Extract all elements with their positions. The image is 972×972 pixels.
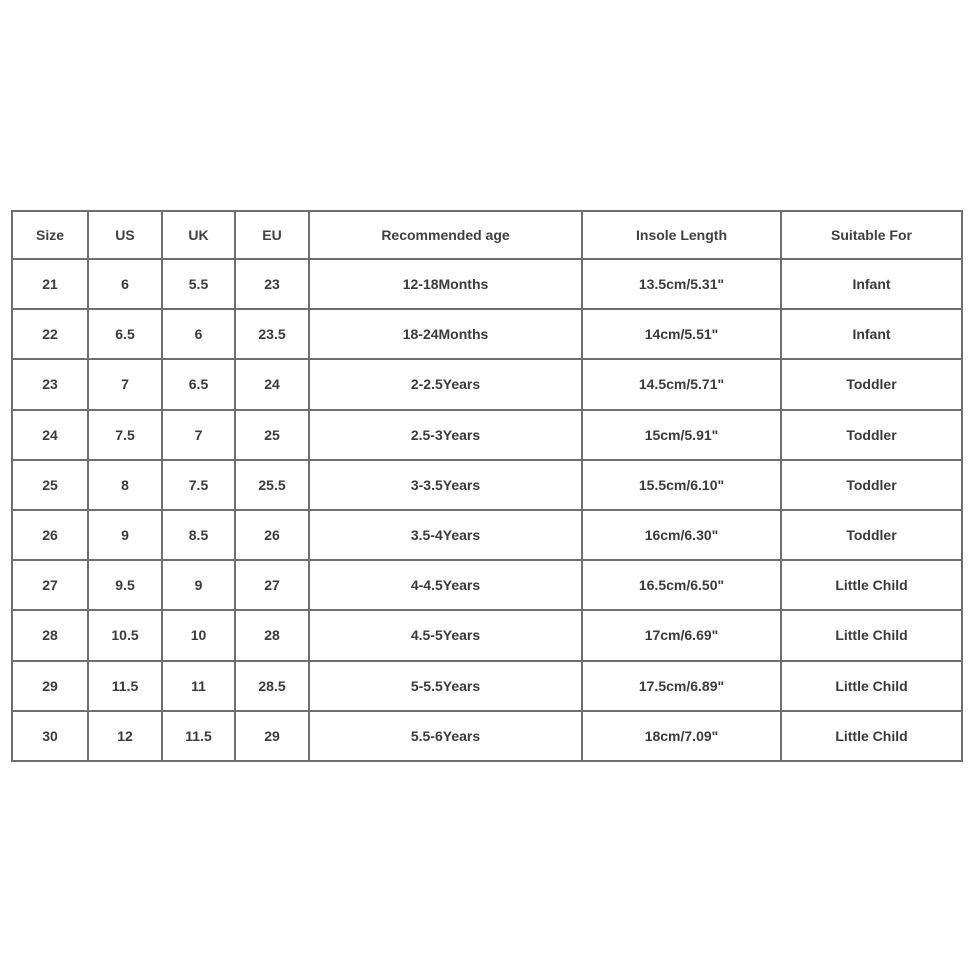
cell-us: 8 xyxy=(88,460,162,510)
cell-insole-length: 15cm/5.91" xyxy=(582,410,781,460)
header-recommended-age: Recommended age xyxy=(309,211,582,259)
cell-size: 30 xyxy=(12,711,88,761)
table-row xyxy=(12,410,962,460)
cell-us: 9.5 xyxy=(88,560,162,610)
table-row xyxy=(12,460,962,510)
cell-recommended-age: 5.5-6Years xyxy=(309,711,582,761)
cell-uk: 7.5 xyxy=(162,460,235,510)
cell-uk: 6.5 xyxy=(162,359,235,409)
cell-suitable-for: Little Child xyxy=(781,711,962,761)
header-row xyxy=(12,211,962,259)
cell-insole-length: 14.5cm/5.71" xyxy=(582,359,781,409)
table-row xyxy=(12,711,962,761)
cell-uk: 5.5 xyxy=(162,259,235,309)
table-row xyxy=(12,610,962,660)
cell-eu: 25 xyxy=(235,410,309,460)
cell-eu: 25.5 xyxy=(235,460,309,510)
cell-recommended-age: 5-5.5Years xyxy=(309,661,582,711)
cell-size: 24 xyxy=(12,410,88,460)
cell-recommended-age: 3-3.5Years xyxy=(309,460,582,510)
cell-uk: 11.5 xyxy=(162,711,235,761)
cell-us: 6 xyxy=(88,259,162,309)
cell-suitable-for: Toddler xyxy=(781,410,962,460)
cell-insole-length: 16cm/6.30" xyxy=(582,510,781,560)
table-row xyxy=(12,510,962,560)
cell-suitable-for: Little Child xyxy=(781,610,962,660)
cell-insole-length: 16.5cm/6.50" xyxy=(582,560,781,610)
header-uk: UK xyxy=(162,211,235,259)
cell-insole-length: 17.5cm/6.89" xyxy=(582,661,781,711)
cell-us: 9 xyxy=(88,510,162,560)
cell-us: 11.5 xyxy=(88,661,162,711)
cell-uk: 6 xyxy=(162,309,235,359)
table-header xyxy=(12,211,962,259)
cell-size: 23 xyxy=(12,359,88,409)
cell-recommended-age: 18-24Months xyxy=(309,309,582,359)
cell-eu: 27 xyxy=(235,560,309,610)
cell-eu: 28.5 xyxy=(235,661,309,711)
cell-us: 12 xyxy=(88,711,162,761)
cell-uk: 11 xyxy=(162,661,235,711)
cell-uk: 9 xyxy=(162,560,235,610)
cell-eu: 28 xyxy=(235,610,309,660)
cell-recommended-age: 4.5-5Years xyxy=(309,610,582,660)
header-insole-length: Insole Length xyxy=(582,211,781,259)
cell-size: 21 xyxy=(12,259,88,309)
cell-eu: 23.5 xyxy=(235,309,309,359)
table-row xyxy=(12,259,962,309)
cell-suitable-for: Infant xyxy=(781,259,962,309)
cell-recommended-age: 4-4.5Years xyxy=(309,560,582,610)
cell-insole-length: 17cm/6.69" xyxy=(582,610,781,660)
cell-eu: 26 xyxy=(235,510,309,560)
table-row xyxy=(12,309,962,359)
cell-size: 25 xyxy=(12,460,88,510)
table-row xyxy=(12,359,962,409)
cell-size: 26 xyxy=(12,510,88,560)
cell-eu: 29 xyxy=(235,711,309,761)
cell-insole-length: 14cm/5.51" xyxy=(582,309,781,359)
header-suitable-for: Suitable For xyxy=(781,211,962,259)
cell-us: 7 xyxy=(88,359,162,409)
cell-size: 29 xyxy=(12,661,88,711)
cell-suitable-for: Toddler xyxy=(781,460,962,510)
cell-us: 6.5 xyxy=(88,309,162,359)
cell-size: 28 xyxy=(12,610,88,660)
cell-eu: 24 xyxy=(235,359,309,409)
cell-us: 10.5 xyxy=(88,610,162,660)
cell-suitable-for: Infant xyxy=(781,309,962,359)
table-row xyxy=(12,560,962,610)
size-chart-table xyxy=(11,210,963,762)
cell-eu: 23 xyxy=(235,259,309,309)
cell-recommended-age: 2.5-3Years xyxy=(309,410,582,460)
cell-size: 27 xyxy=(12,560,88,610)
header-us: US xyxy=(88,211,162,259)
cell-us: 7.5 xyxy=(88,410,162,460)
cell-suitable-for: Little Child xyxy=(781,661,962,711)
table-body xyxy=(12,259,962,761)
cell-insole-length: 13.5cm/5.31" xyxy=(582,259,781,309)
cell-uk: 7 xyxy=(162,410,235,460)
cell-recommended-age: 2-2.5Years xyxy=(309,359,582,409)
cell-suitable-for: Toddler xyxy=(781,359,962,409)
cell-insole-length: 18cm/7.09" xyxy=(582,711,781,761)
header-size: Size xyxy=(12,211,88,259)
cell-suitable-for: Little Child xyxy=(781,560,962,610)
cell-uk: 10 xyxy=(162,610,235,660)
cell-recommended-age: 12-18Months xyxy=(309,259,582,309)
table-row xyxy=(12,661,962,711)
cell-recommended-age: 3.5-4Years xyxy=(309,510,582,560)
cell-uk: 8.5 xyxy=(162,510,235,560)
cell-size: 22 xyxy=(12,309,88,359)
cell-insole-length: 15.5cm/6.10" xyxy=(582,460,781,510)
header-eu: EU xyxy=(235,211,309,259)
cell-suitable-for: Toddler xyxy=(781,510,962,560)
